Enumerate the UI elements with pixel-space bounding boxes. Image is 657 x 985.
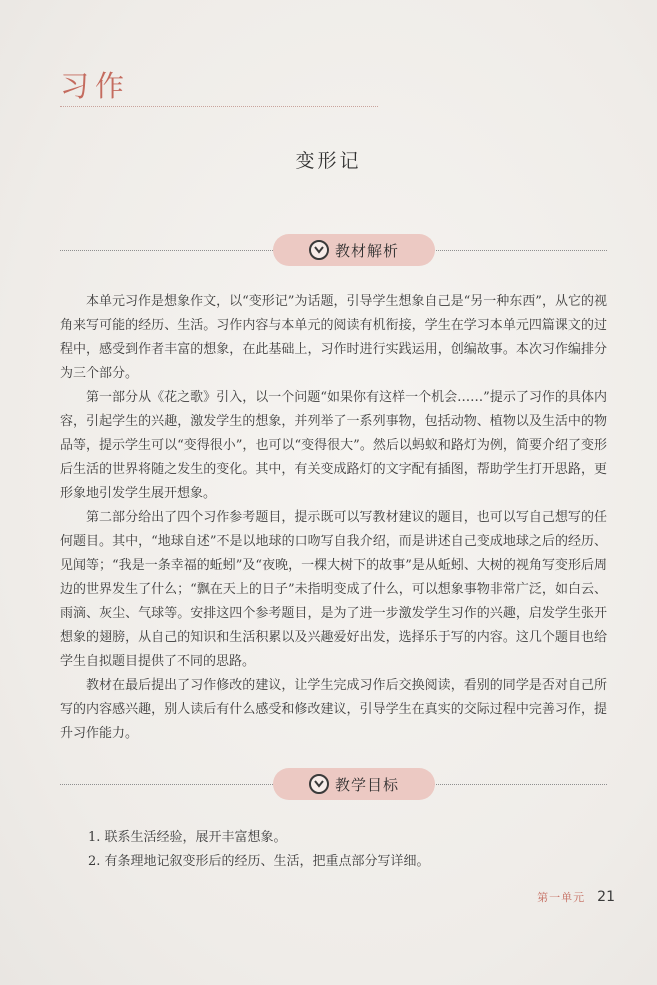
title-divider <box>60 106 378 107</box>
chevron-down-circle-icon <box>309 774 329 794</box>
page-number: 21 <box>597 889 615 905</box>
section-title: 习作 <box>60 69 131 103</box>
objective-item-2: 2. 有条理地记叙变形后的经历、生活，把重点部分写详细。 <box>88 854 430 869</box>
objectives-banner-pill <box>273 768 435 800</box>
analysis-paragraph-1: 本单元习作是想象作文，以“变形记”为话题，引导学生想象自己是“另一种东西”，从它的视角来写可能的经历、生活。习作内容与本单元的阅读有机衔接，学生在学习本单元四篇课文的过程中，感受到作者丰富的想象，在此基础上，习作时进行实践运用，创编故事。本次习作编排分为三个部分。 <box>60 294 607 381</box>
page-footer <box>537 889 615 905</box>
objective-item-1: 1. 联系生活经验，展开丰富想象。 <box>88 830 287 845</box>
objectives-list <box>88 826 608 874</box>
analysis-banner <box>60 234 607 268</box>
analysis-paragraph-4: 教材在最后提出了习作修改的建议，让学生完成习作后交换阅读，看别的同学是否对自己所写的内容感兴趣，别人读后有什么感受和修改建议，引导学生在真实的交际过程中完善习作，提升习作能力。 <box>60 678 607 741</box>
analysis-paragraph-2: 第一部分从《花之歌》引入，以一个问题“如果你有这样一个机会……”提示了习作的具体内容，引起学生的兴趣，激发学生的想象，并列举了一系列事物，包括动物、植物以及生活中的物品等，提示学生可以“变得很小”，也可以“变得很大”。然后以蚂蚁和路灯为例，简要介绍了变形后生活的世界将随之发生的变化。其中，有关变成路灯的文字配有插图，帮助学生打开思路，更形象地引发学生展开想象。 <box>60 390 607 501</box>
chevron-down-circle-icon <box>309 240 329 260</box>
objectives-banner-label: 教学目标 <box>334 775 399 794</box>
analysis-banner-pill <box>273 234 435 266</box>
lesson-title: 变形记 <box>295 150 362 172</box>
analysis-banner-label: 教材解析 <box>334 241 399 260</box>
unit-label: 第一单元 <box>537 891 586 904</box>
analysis-paragraph-3: 第二部分给出了四个习作参考题目，提示既可以写教材建议的题目，也可以写自己想写的任何题目。其中，“地球自述”不是以地球的口吻写自我介绍，而是讲述自己变成地球之后的经历、见闻等；“我是一条幸福的蚯蚓”及“夜晚，一棵大树下的故事”是从蚯蚓、大树的视角写变形后周边的世界发生了什么；“飘在天上的日子”未指明变成了什么，可以想象事物非常广泛，如白云、雨滴、灰尘、气球等。安排这四个参考题目，是为了进一步激发学生习作的兴趣，启发学生张开想象的翅膀，从自己的知识和生活积累以及兴趣爱好出发，选择乐于写的内容。这几个题目也给学生自拟题目提供了不同的思路。 <box>60 510 607 669</box>
analysis-body <box>60 290 607 746</box>
objectives-banner <box>60 768 607 802</box>
